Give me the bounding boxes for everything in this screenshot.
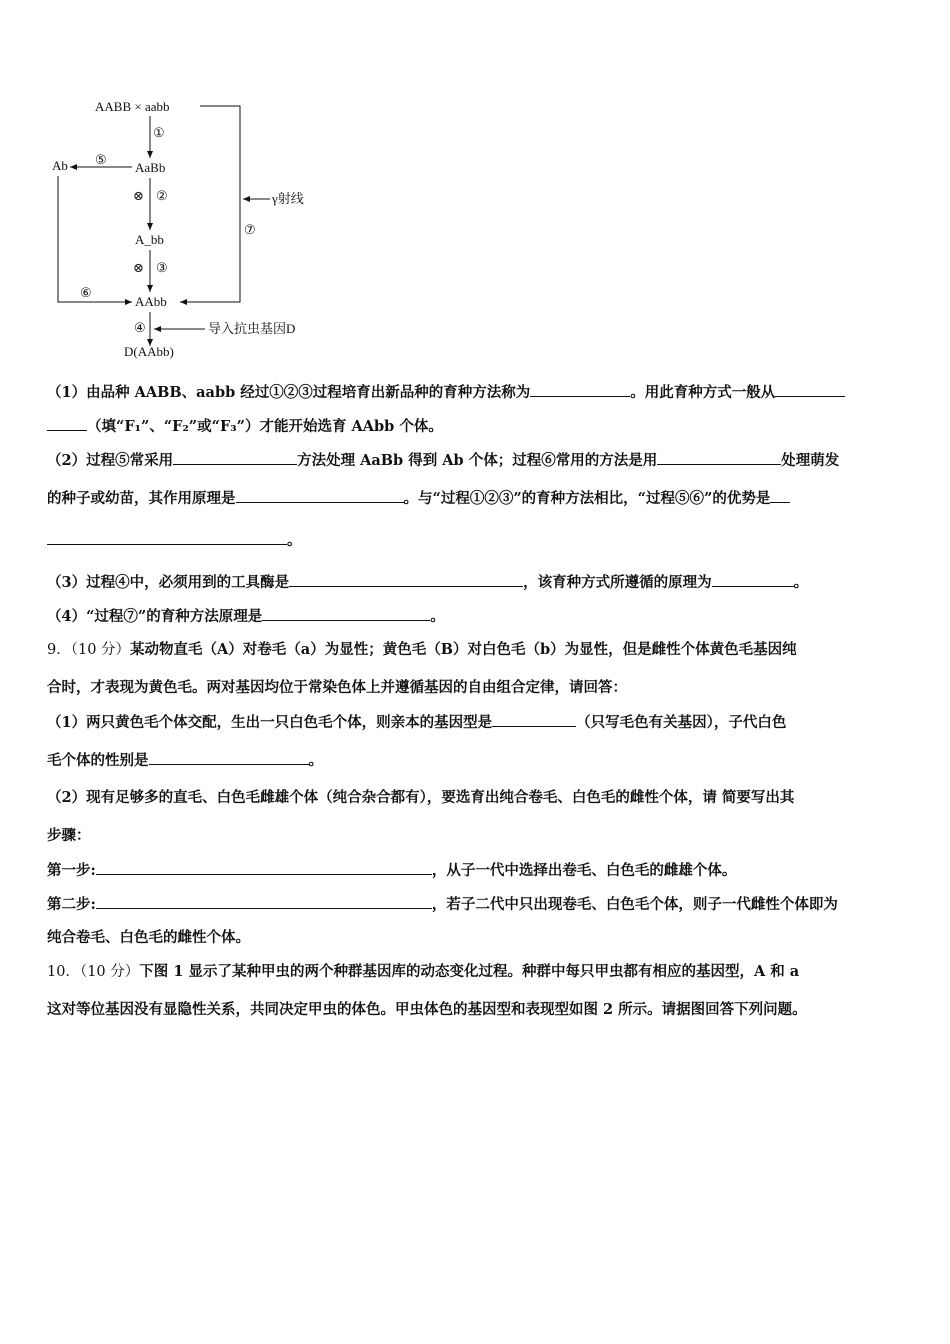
q8-part1-line1	[47, 382, 907, 402]
q9-step1-line	[47, 860, 907, 880]
q9-p1-text-b: （只写毛色有关基因），子代白色	[576, 714, 787, 731]
q9-step2-text: ，若子二代中只出现卷毛、白色毛个体，则子一代雌性个体即为	[431, 896, 838, 913]
step4-marker: ④	[134, 320, 146, 335]
q8-p1-text-b: 。用此育种方式一般从	[630, 384, 776, 401]
q9-step2-line	[47, 894, 907, 914]
answer-blank[interactable]	[96, 894, 432, 909]
selfing-symbol-1: ⊗	[133, 188, 144, 203]
q9-intro-b: 合时，才表现为黄色毛。两对基因均位于常染色体上并遵循基因的自由组合定律，请回答：	[47, 679, 627, 696]
q9-intro-line1	[47, 640, 907, 660]
q8-p2-text-b: 方法处理 AaBb 得到 Ab 个体；过程⑥常用的方法是用	[297, 452, 658, 469]
q9-step1-label: 第一步:	[47, 862, 96, 879]
step2-marker: ②	[156, 188, 168, 203]
q9-p1-text-d: 。	[308, 752, 323, 769]
q8-p2-text-a: （2）过程⑤常采用	[47, 452, 174, 469]
q8-p4-text-b: 。	[430, 608, 445, 625]
gamma-ray-label: γ射线	[272, 191, 304, 206]
q8-part2-line3	[47, 530, 907, 550]
q8-part2-line2	[47, 488, 907, 508]
q10-intro-line2	[47, 1000, 907, 1020]
q8-p3-text-c: 。	[793, 574, 809, 591]
answer-blank[interactable]	[47, 416, 87, 431]
f1-label: AaBb	[135, 160, 166, 175]
step6-marker: ⑥	[80, 285, 92, 300]
q8-part3-line	[47, 572, 907, 592]
answer-blank[interactable]	[289, 572, 523, 587]
step1-marker: ①	[153, 125, 165, 140]
q9-step2-text-c: 纯合卷毛、白色毛的雌性个体。	[47, 929, 250, 946]
q8-p3-text-a: （3）过程④中，必须用到的工具酶是	[47, 574, 290, 591]
step7-marker: ⑦	[244, 222, 256, 237]
q9-part2-line2	[47, 826, 907, 846]
answer-blank[interactable]	[96, 860, 432, 875]
q9-p1-text-c: 毛个体的性别是	[47, 752, 149, 769]
q8-p1-text-c: （填“F₁”、“F₂”或“F₃”）才能开始选育 AAbb 个体。	[87, 418, 443, 435]
q9-step1-text: ，从子一代中选择出卷毛、白色毛的雌雄个体。	[431, 862, 737, 879]
answer-blank[interactable]	[149, 750, 309, 765]
answer-blank[interactable]	[775, 382, 845, 397]
parents-label: AABB × aabb	[95, 99, 170, 114]
answer-blank[interactable]	[530, 382, 630, 397]
q9-intro-line2	[47, 678, 907, 698]
q8-p1-text-a: （1）由品种 AABB、aabb 经过①②③过程培育出新品种的育种方法称为	[47, 384, 531, 401]
q8-p2-text-c: 处理萌发	[781, 452, 840, 469]
q8-p3-text-b: ，该育种方式所遵循的原理为	[523, 574, 712, 591]
q9-part1-line1	[47, 712, 907, 732]
answer-blank[interactable]	[236, 488, 404, 503]
q9-number: 9．（10 分）	[47, 642, 131, 658]
arrow-7	[180, 106, 240, 302]
q8-part1-line2	[47, 416, 907, 436]
answer-blank[interactable]	[712, 572, 794, 587]
q9-p1-text-a: （1）两只黄色毛个体交配，生出一只白色毛个体，则亲本的基因型是	[47, 714, 493, 731]
selfing-symbol-2: ⊗	[133, 260, 144, 275]
step3-marker: ③	[156, 260, 168, 275]
answer-blank[interactable]	[262, 606, 430, 621]
q9-part1-line2	[47, 750, 907, 770]
q9-step2-line2	[47, 928, 907, 948]
q8-p2-text-f: 。	[287, 532, 302, 549]
arrow-6	[58, 176, 132, 302]
gene-insert-label: 导入抗虫基因D	[208, 321, 296, 336]
q8-p2-text-e: 。与“过程①②③”的育种方法相比，“过程⑤⑥”的优势是	[403, 490, 771, 507]
answer-blank[interactable]	[770, 488, 790, 503]
q8-p4-text-a: （4）“过程⑦”的育种方法原理是	[47, 608, 263, 625]
q9-step2-label: 第二步:	[47, 896, 96, 913]
final-label: D(AAbb)	[124, 344, 174, 359]
q9-part2-line1	[47, 788, 907, 808]
q9-p2-text-b: 步骤：	[47, 827, 91, 844]
answer-blank[interactable]	[657, 450, 781, 465]
a-bb-label: A_bb	[135, 232, 164, 247]
ab-label: Ab	[52, 158, 68, 173]
step5-marker: ⑤	[95, 152, 107, 167]
q9-p2-text-a: （2）现有足够多的直毛、白色毛雌雄个体（纯合杂合都有），要选育出纯合卷毛、白色毛的雌性个体，请 简要写出其	[47, 789, 795, 806]
q9-intro-a: 某动物直毛（A）对卷毛（a）为显性；黄色毛（B）对白色毛（b）为显性，但是雌性个体黄色毛基因纯	[130, 641, 797, 658]
q8-part2-line1	[47, 450, 907, 470]
breeding-diagram	[40, 92, 340, 364]
q8-p2-text-d: 的种子或幼苗，其作用原理是	[47, 490, 236, 507]
q10-intro-b: 这对等位基因没有显隐性关系，共同决定甲虫的体色。甲虫体色的基因型和表现型如图 2 所示。请据图回答下列问题。	[47, 1001, 807, 1018]
q8-part4-line	[47, 606, 907, 626]
answer-blank[interactable]	[47, 530, 287, 545]
answer-blank[interactable]	[492, 712, 576, 727]
q10-intro-a: 下图 1 显示了某种甲虫的两个种群基因库的动态变化过程。种群中每只甲虫都有相应的基因型，A 和 a	[139, 963, 800, 980]
question-content	[47, 382, 907, 1020]
q10-number: 10．（10 分）	[47, 964, 140, 980]
answer-blank[interactable]	[173, 450, 297, 465]
aabb-target-label: AAbb	[135, 294, 167, 309]
q10-intro-line1	[47, 962, 907, 982]
